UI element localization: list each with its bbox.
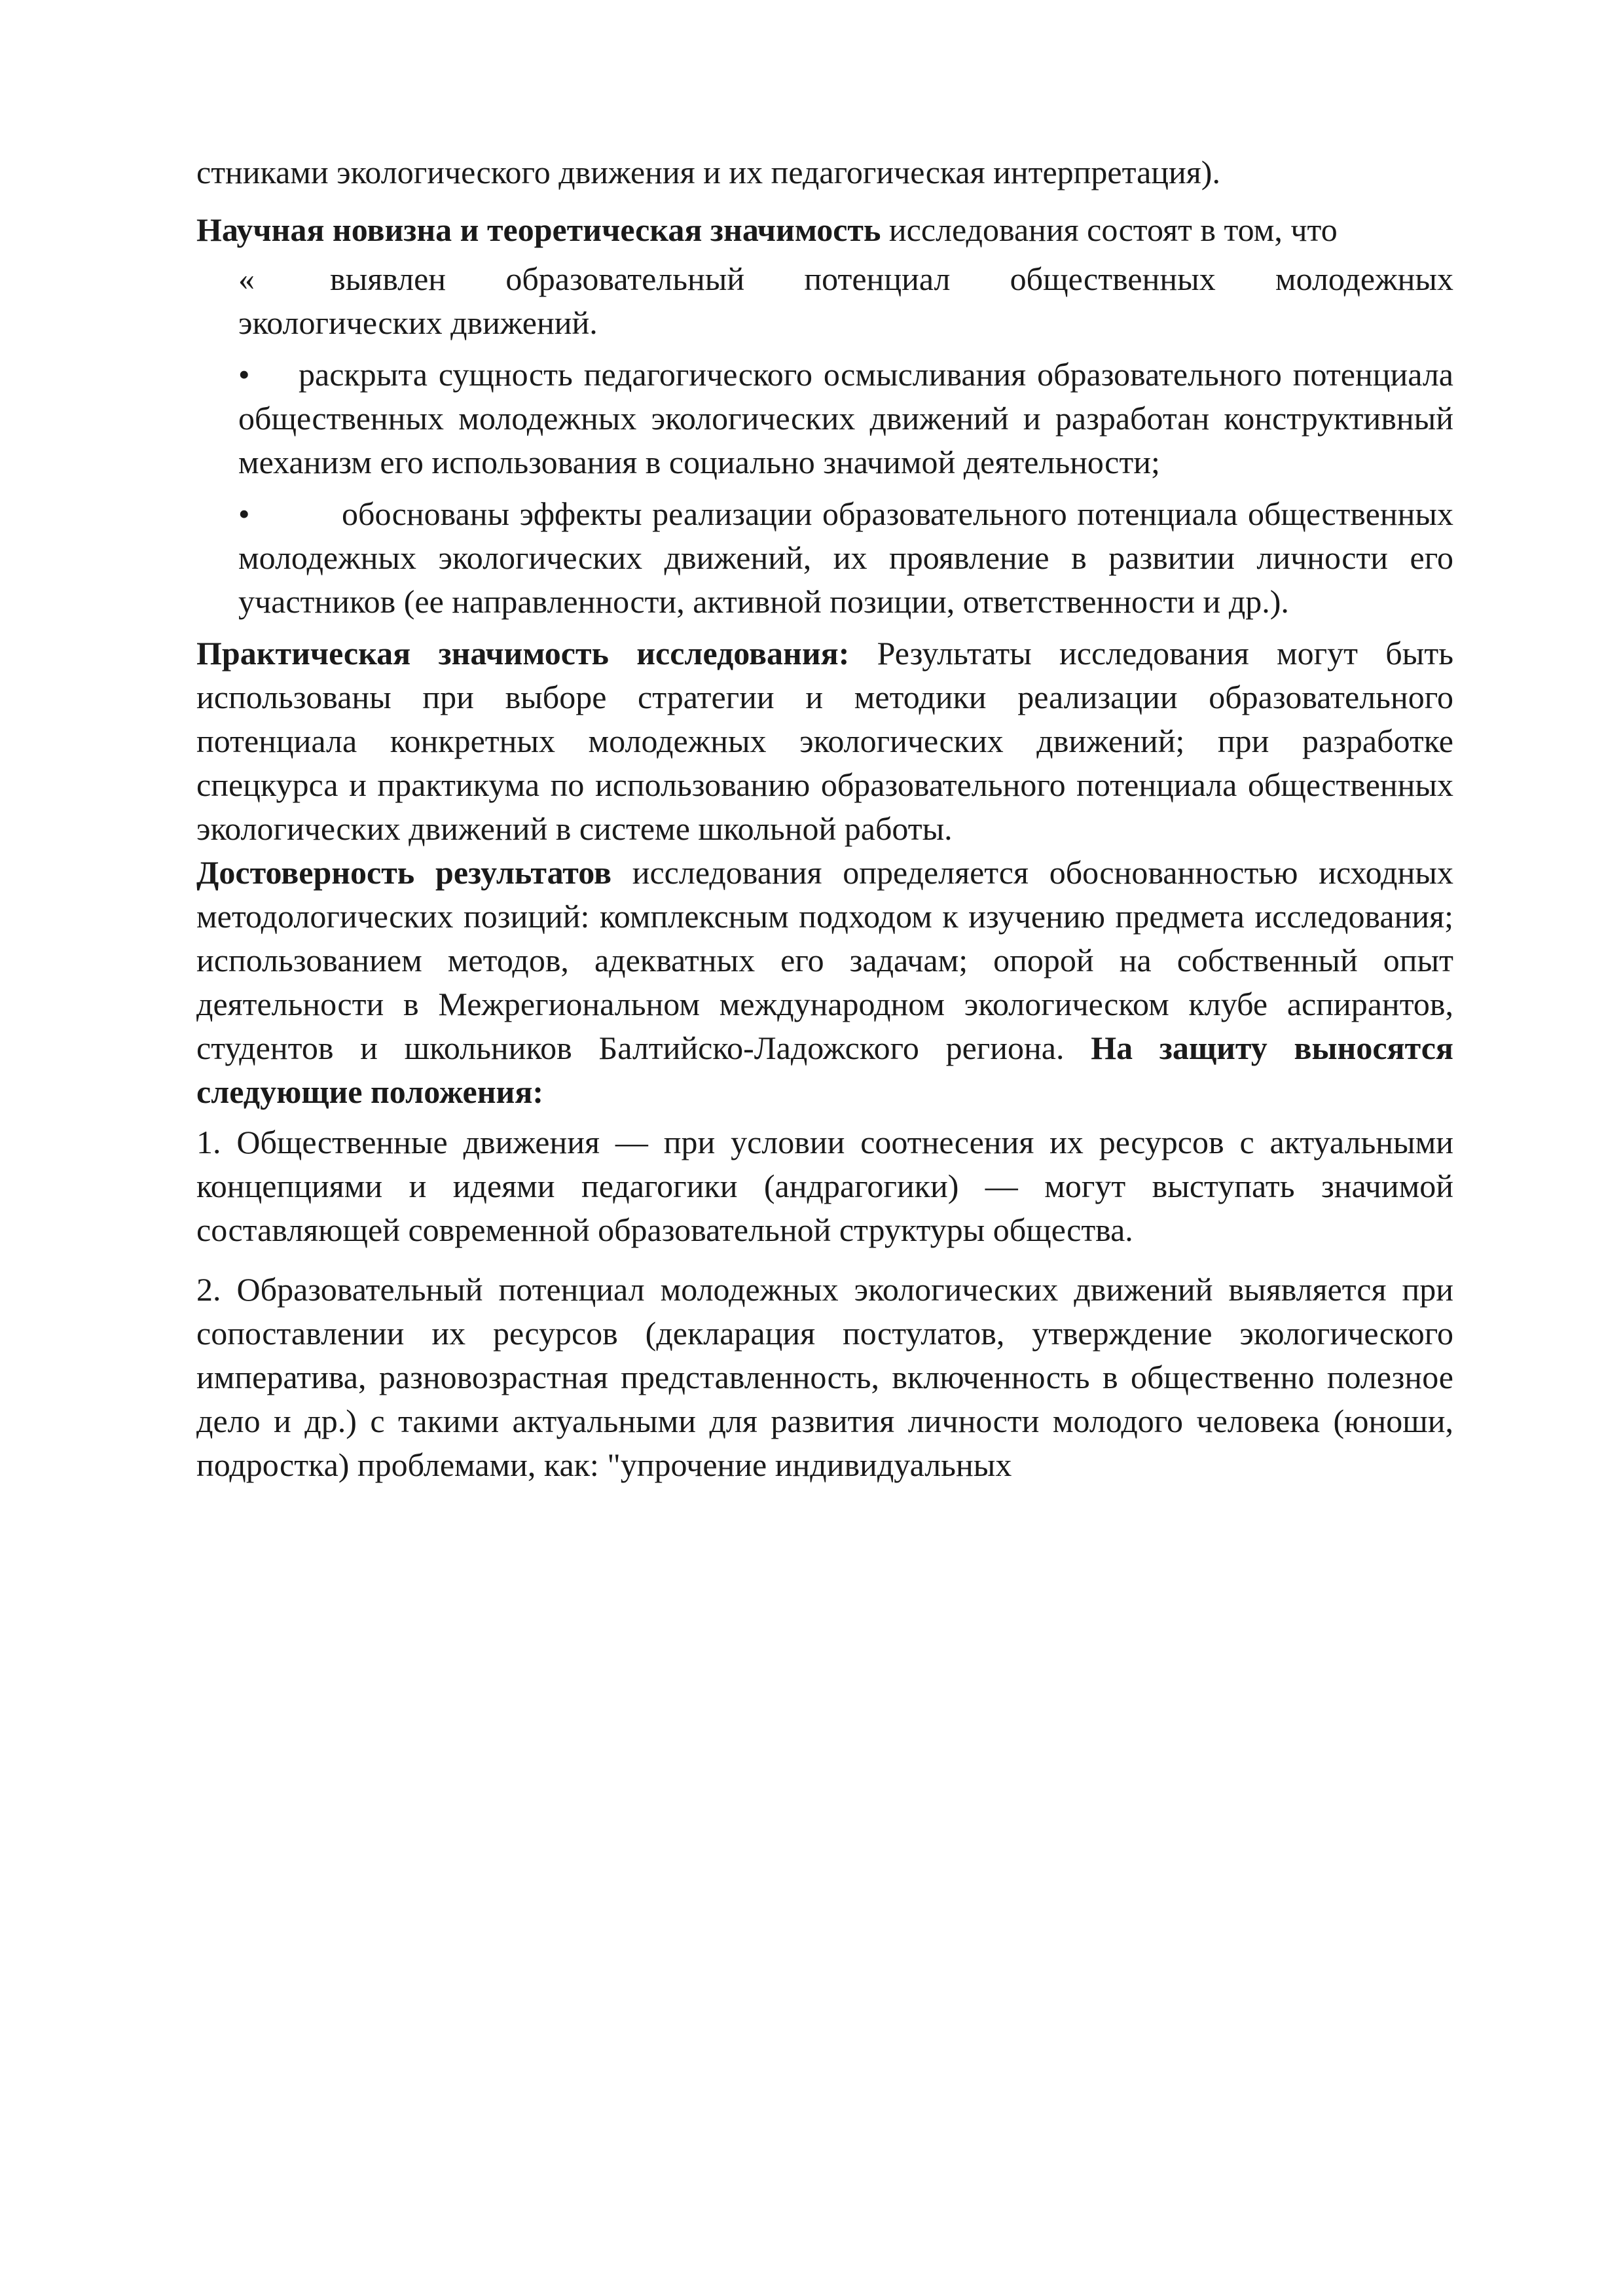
bullet-text: выявлен образовательный потенциал общественных молодежных экологических движений. (238, 260, 1453, 341)
novelty-bullet-list (238, 257, 1453, 624)
bullet-text: раскрыта сущность педагогического осмысливания образовательного потенциала общественных молодежных экологических движений и разработан конструктивный механизм его использования в социально значимой деятельности; (238, 356, 1453, 480)
list-item (238, 492, 1453, 624)
practical-paragraph (196, 632, 1453, 851)
point-1: 1. Общественные движения — при условии соотнесения их ресурсов с актуальными концепциями и идеями педагогики (андрагогики) — могут выступать значимой составляющей современной образовательной структуры общества. (196, 1124, 1453, 1248)
list-item (238, 353, 1453, 484)
reliability-text: исследования определяется обоснованностью исходных методологических позиций: комплексным подходом к изучению предмета исследования; использованием методов, адекватных его задачам; опорой на собственный опыт деятельности в Межрегиональном международном экологическом клубе аспирантов, студентов и школьников Балтийско-Ладожского региона. (196, 854, 1453, 1066)
defense-heading: На защиту выносятся следующие положения: (196, 1030, 1453, 1110)
document-page (196, 151, 1453, 1487)
reliability-heading: Достоверность результатов (196, 854, 611, 891)
practical-text: Результаты исследования могут быть использованы при выборе стратегии и методики реализации образовательного потенциала конкретных молодежных экологических движений; при разработке спецкурса и практикума по использованию образовательного потенциала общественных экологических движений в системе школьной работы. (196, 635, 1453, 847)
bullet-marker: • (238, 495, 250, 532)
reliability-paragraph (196, 851, 1453, 1114)
novelty-text: исследования состоят в том, что (881, 211, 1338, 248)
novelty-paragraph (196, 210, 1453, 249)
bullet-marker: • (238, 356, 250, 393)
practical-heading: Практическая значимость исследования: (196, 635, 850, 672)
bullet-text: обоснованы эффекты реализации образовательного потенциала общественных молодежных экологических движений, их проявление в развитии личности его участников (ее направленности, активной позиции, ответственности и др.). (238, 495, 1453, 620)
bullet-marker: « (238, 260, 255, 297)
list-item (238, 257, 1453, 345)
intro-line: стниками экологического движения и их педагогическая интерпретация). (196, 154, 1220, 190)
point-2: 2. Образовательный потенциал молодежных экологических движений выявляется при сопоставлении их ресурсов (декларация постулатов, утверждение экологического императива, разновозрастная представленность, включенность в общественно полезное дело и др.) с такими актуальными для развития личности молодого человека (юноши, подростка) проблемами, как: "упрочение индивидуальных (196, 1271, 1453, 1483)
novelty-heading: Научная новизна и теоретическая значимость (196, 211, 881, 248)
